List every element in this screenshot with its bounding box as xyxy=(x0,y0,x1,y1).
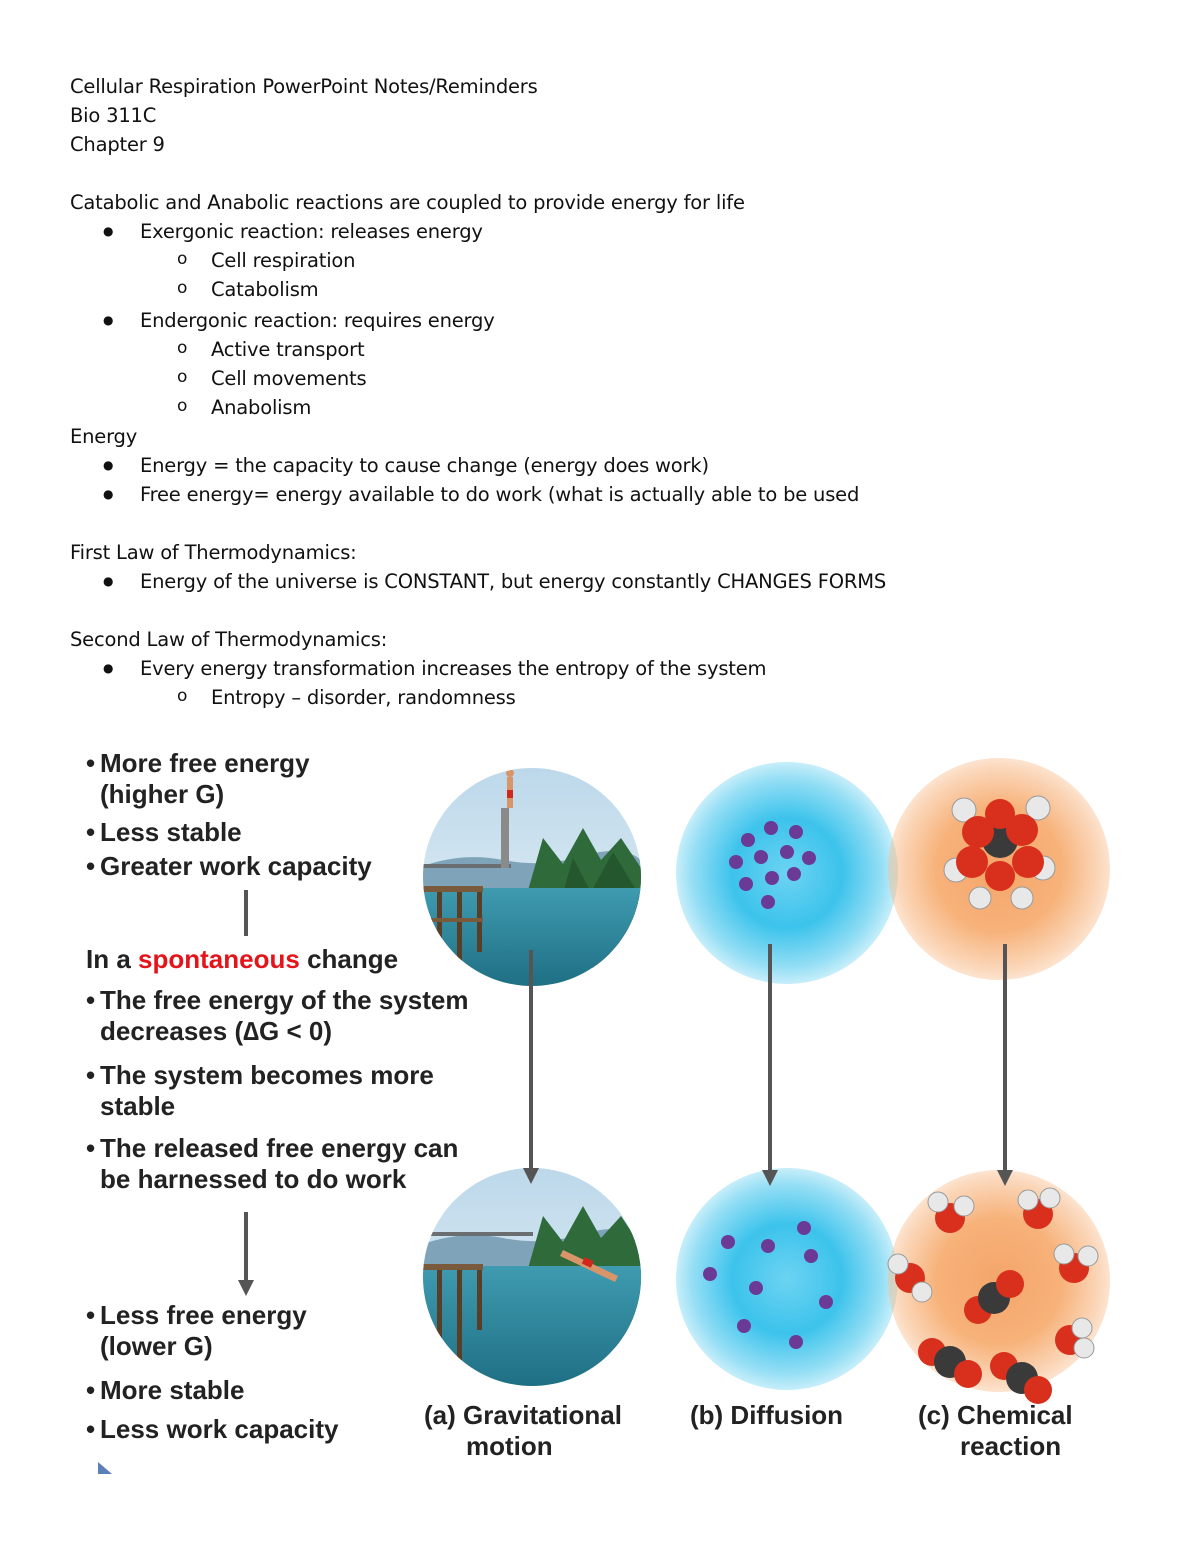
particle-dispersed xyxy=(676,1168,898,1390)
diver-low-scene xyxy=(423,1168,641,1386)
low-energy-list xyxy=(86,1300,338,1445)
spontaneous-point-cont: stable xyxy=(100,1091,176,1121)
diffusion-concentrated xyxy=(676,762,898,984)
down-arrow-head xyxy=(238,1280,254,1296)
down-arrow-shaft xyxy=(244,1212,248,1282)
spontaneous-points xyxy=(86,985,468,1195)
second-law-heading: Second Law of Thermodynamics: xyxy=(70,628,388,651)
product-molecules-icon xyxy=(888,1170,1110,1392)
spontaneous-heading xyxy=(86,944,398,975)
energy-heading: Energy xyxy=(70,425,138,448)
low-energy-point: • Less free energy xyxy=(86,1300,338,1331)
molecule-glucose xyxy=(888,758,1110,980)
diffusion-dispersed xyxy=(676,1168,898,1390)
exergonic-bullet: ● Exergonic reaction: releases energy xyxy=(70,217,1150,246)
energy-bullet: ● Free energy= energy available to do work (what is actually able to be used xyxy=(70,480,1150,509)
caption-c-line2: reaction xyxy=(960,1431,1062,1461)
energy-bullet: ● Energy = the capacity to cause change (energy does work) xyxy=(70,451,1150,480)
spontaneous-prefix: In a xyxy=(86,944,131,974)
spontaneous-suffix: change xyxy=(307,944,399,974)
high-energy-point: • Less stable xyxy=(86,817,372,848)
endergonic-subitem: o Active transport xyxy=(70,335,1150,364)
endergonic-subitem: o Cell movements xyxy=(70,364,1150,393)
entropy-subitem: o Entropy – disorder, randomness xyxy=(70,683,1150,712)
course-code: Bio 311C xyxy=(70,104,157,127)
low-energy-point-cont: (lower G) xyxy=(100,1331,213,1361)
connector-line xyxy=(244,890,248,936)
endergonic-subitem: o Anabolism xyxy=(70,393,1150,422)
spontaneous-point: • The released free energy can xyxy=(86,1133,468,1164)
chapter-label: Chapter 9 xyxy=(70,133,165,156)
spontaneous-point-cont: decreases (∆G < 0) xyxy=(100,1016,332,1046)
spontaneous-word: spontaneous xyxy=(138,944,300,974)
high-energy-point: • More free energy xyxy=(86,748,372,779)
low-energy-point: • More stable xyxy=(86,1375,338,1406)
caption-gravitational xyxy=(424,1400,622,1462)
particle-cluster xyxy=(676,762,898,984)
spontaneous-point-cont: be harnessed to do work xyxy=(100,1164,407,1194)
first-law-heading: First Law of Thermodynamics: xyxy=(70,541,357,564)
caption-a-line1: (a) Gravitational xyxy=(424,1400,622,1430)
caption-diffusion: (b) Diffusion xyxy=(690,1400,844,1430)
high-energy-point: • Greater work capacity xyxy=(86,851,372,882)
doc-title: Cellular Respiration PowerPoint Notes/Reminders xyxy=(70,75,538,98)
caption-a-line2: motion xyxy=(466,1431,553,1461)
coupling-heading: Catabolic and Anabolic reactions are coupled to provide energy for life xyxy=(70,191,745,214)
caption-c-line1: (c) Chemical xyxy=(918,1400,1073,1430)
molecule-products xyxy=(888,1170,1110,1392)
low-energy-point: • Less work capacity xyxy=(86,1414,338,1445)
spontaneous-point: • The system becomes more xyxy=(86,1060,468,1091)
spontaneous-point: • The free energy of the system xyxy=(86,985,468,1016)
exergonic-subitem: o Catabolism xyxy=(70,275,1150,304)
free-energy-figure xyxy=(0,740,1200,1500)
second-law-bullet: ● Every energy transformation increases the entropy of the system xyxy=(70,654,1150,683)
exergonic-subitem: o Cell respiration xyxy=(70,246,1150,275)
corner-marker-icon xyxy=(98,1462,112,1474)
endergonic-bullet: ● Endergonic reaction: requires energy xyxy=(70,306,1150,335)
notes-section xyxy=(70,72,1150,712)
high-energy-list xyxy=(86,748,372,882)
complex-molecule-icon xyxy=(888,758,1110,980)
caption-chemical xyxy=(918,1400,1073,1462)
high-energy-point-cont: (higher G) xyxy=(100,779,225,809)
first-law-bullet: ● Energy of the universe is CONSTANT, but energy constantly CHANGES FORMS xyxy=(70,567,1150,596)
